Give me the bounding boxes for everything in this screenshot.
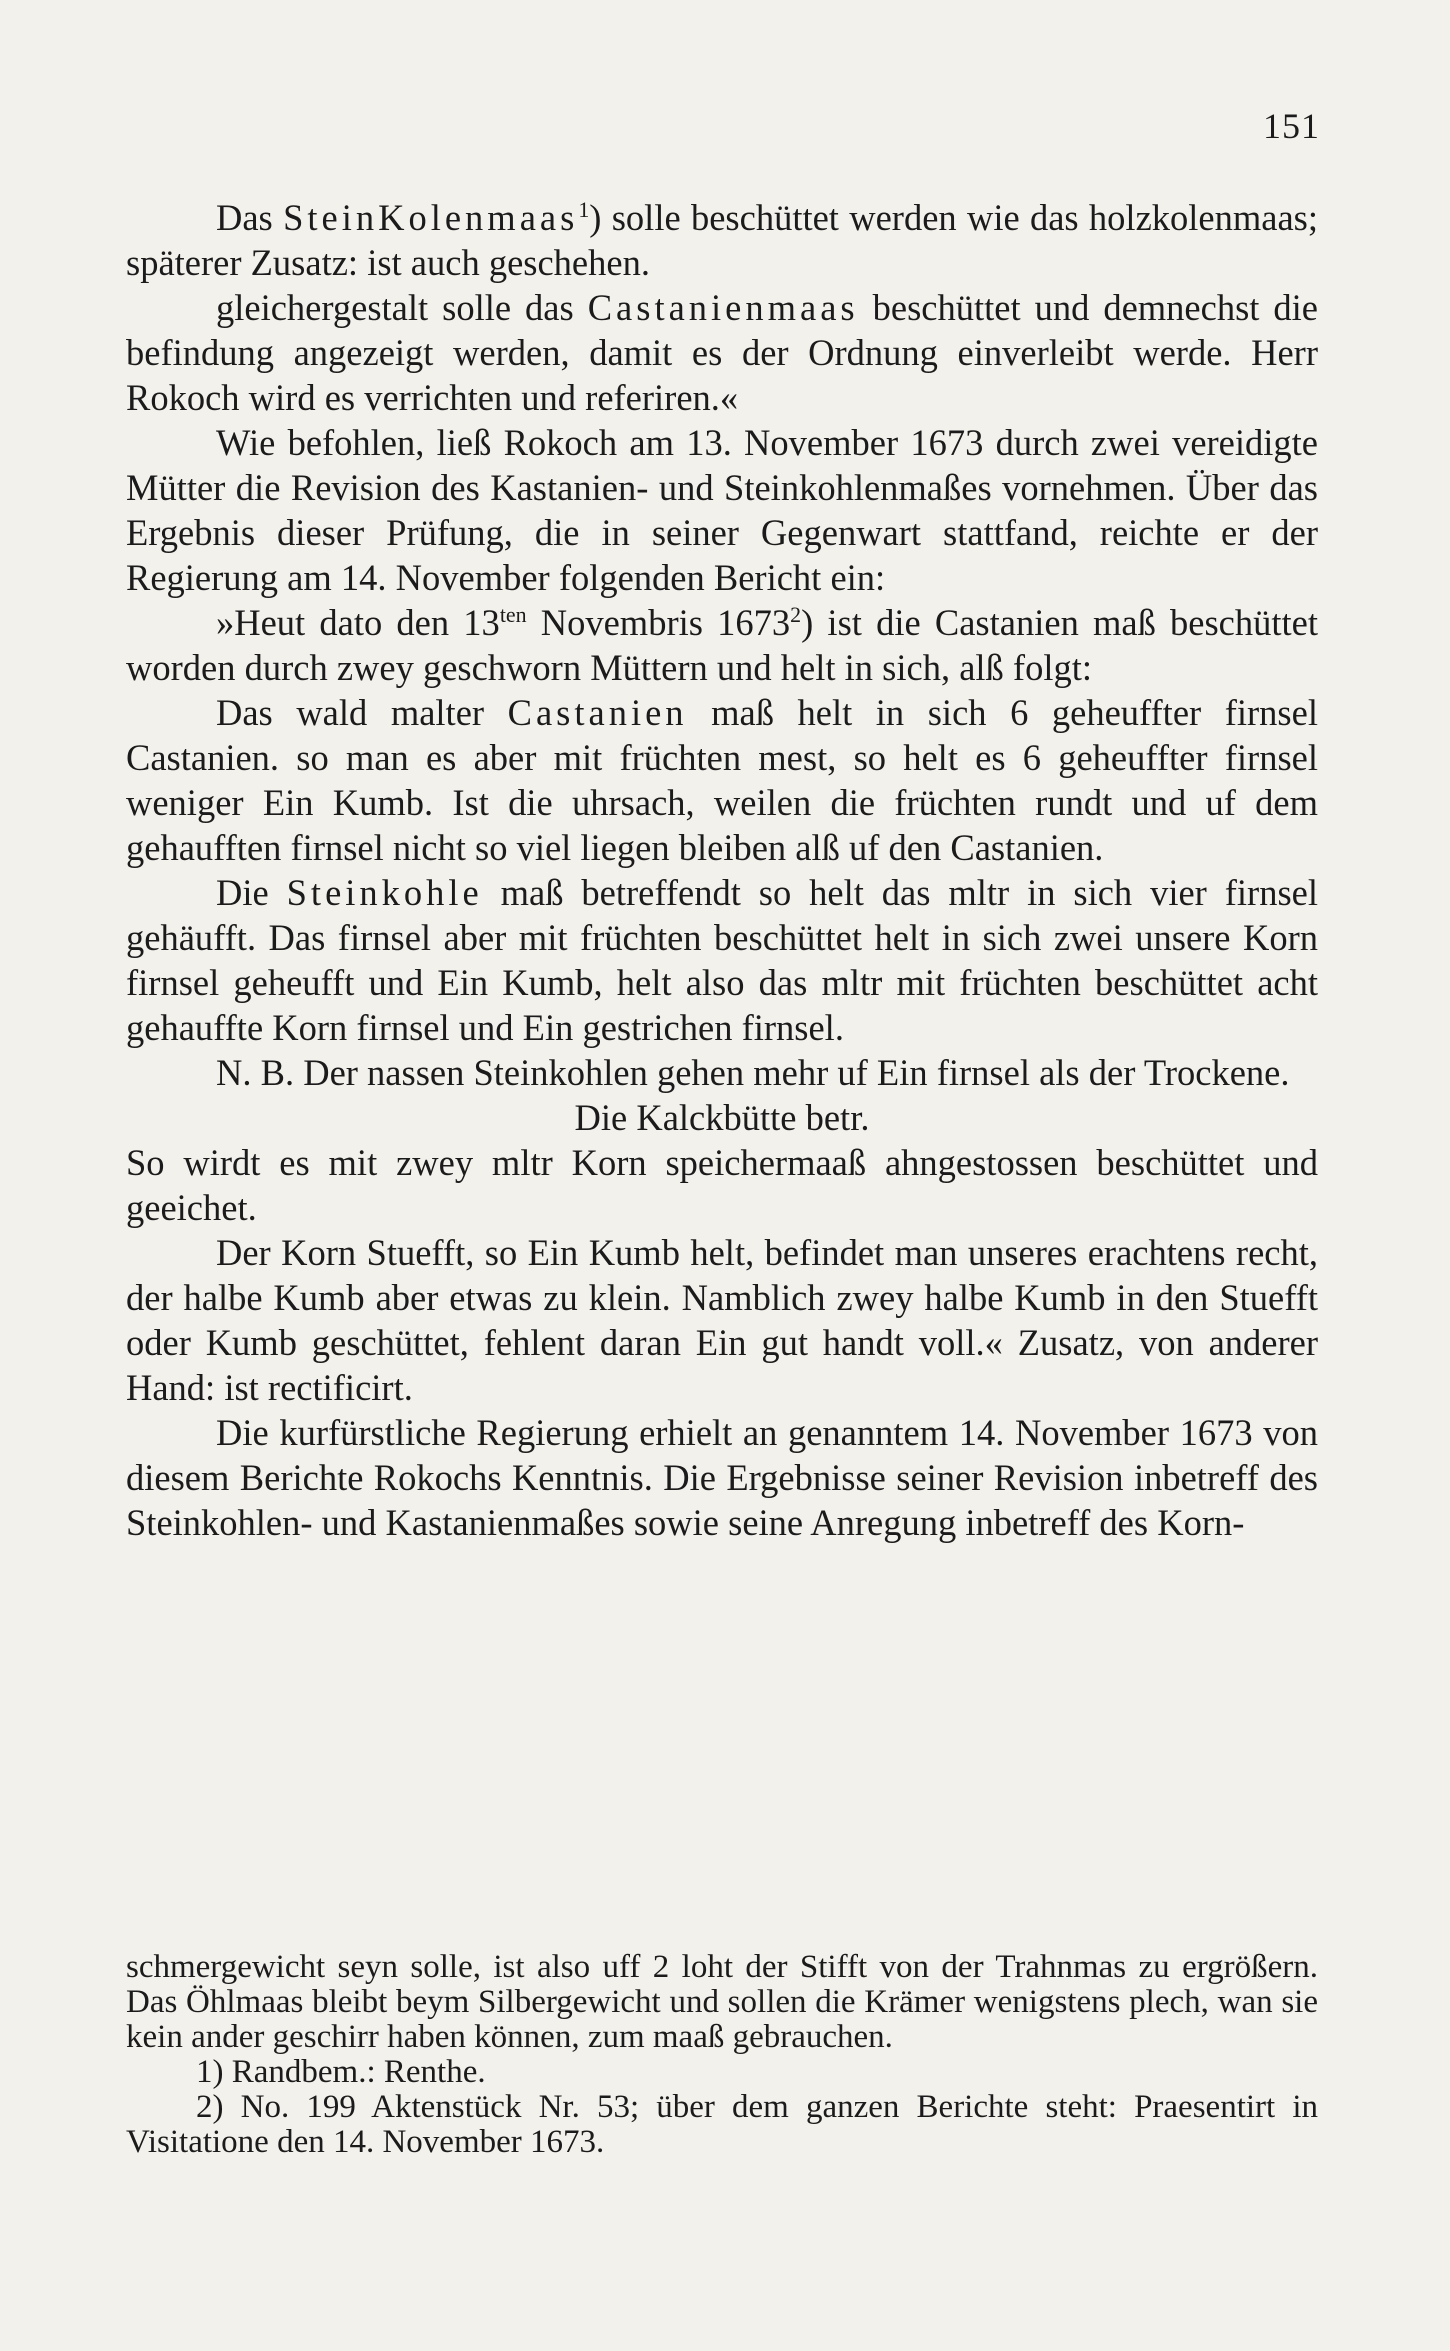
main-text [126, 195, 1318, 1545]
footnote-continuation: schmergewicht seyn solle, ist also uff 2 loht der Stifft von der Trahnmas zu ergrößern. Das Öhlmaas bleibt beym Silbergewicht und sollen die Krämer wenigstens plech, wan sie kein ander geschirr haben können, zum maaß gebrauchen. [126, 1949, 1318, 2055]
spaced-term: Castanien [507, 692, 688, 733]
spaced-term: Castanienmaas [587, 287, 859, 328]
spaced-term: Steinkohle [286, 872, 483, 913]
footnote-ref: 1 [578, 196, 590, 222]
footnote-ref: 2 [790, 601, 802, 627]
paragraph-2: gleichergestalt solle das Castanienmaas beschüttet und demnechst die befindung angezeigt werden, damit es der Ordnung einverleibt werde. Herr Rokoch wird es verrichten und referiren.« [126, 287, 1318, 418]
spaced-term: SteinKolenmaas [283, 197, 579, 238]
paragraph-8: So wirdt es mit zwey mltr Korn speichermaaß ahngestossen beschüttet und geeichet. [126, 1142, 1318, 1228]
paragraph-5: Das wald malter Castanien maß helt in sich 6 geheuffter firnsel Castanien. so man es aber mit früchten mest, so helt es 6 geheuffter firnsel weniger Ein Kumb. Ist die uhrsach, weilen die früchten rundt und uf dem gehaufften firnsel nicht so viel liegen bleiben alß uf den Castanien. [126, 692, 1318, 868]
paragraph-6: Die Steinkohle maß betreffendt so helt das mltr in sich vier firnsel gehäufft. Das firnsel aber mit früchten beschüttet helt in sich zwei unsere Korn firnsel geheufft und Ein Kumb, helt also das mltr mit früchten beschüttet acht gehauffte Korn firnsel und Ein gestrichen firnsel. [126, 872, 1318, 1048]
section-heading: Die Kalckbütte betr. [574, 1097, 870, 1138]
footnote-1: 1) Randbem.: Renthe. [196, 2054, 486, 2090]
footnote-2: 2) No. 199 Aktenstück Nr. 53; über dem ganzen Berichte steht: Praesentirt in Visitatione den 14. November 1673. [126, 2089, 1318, 2160]
paragraph-7: N. B. Der nassen Steinkohlen gehen mehr uf Ein firnsel als der Trockene. [216, 1052, 1290, 1093]
paragraph-9: Der Korn Stuefft, so Ein Kumb helt, befindet man unseres erachtens recht, der halbe Kumb aber etwas zu klein. Namblich zwey halbe Kumb in den Stuefft oder Kumb geschüttet, fehlent daran Ein gut handt voll.« Zusatz, von anderer Hand: ist rectificirt. [126, 1232, 1318, 1408]
paragraph-1: Das SteinKolenmaas$^1$) solle beschüttet werden wie das holzkolenmaas; späterer Zusatz: ist auch geschehen. [126, 196, 1318, 283]
paragraph-10: Die kurfürstliche Regierung erhielt an genanntem 14. November 1673 von diesem Berichte Rokochs Kenntnis. Die Ergebnisse seiner Revision inbetreff des Steinkohlen- und Kastanienmaßes sowie seine Anregung inbetreff des Korn- [126, 1412, 1318, 1543]
paragraph-4: »Heut dato den $13^{ten}$ Novembris 1673$^2$) ist die Castanien maß beschüttet worden durch zwey geschworn Müttern und helt in sich, alß folgt: [126, 601, 1319, 688]
paragraph-3: Wie befohlen, ließ Rokoch am 13. November 1673 durch zwei vereidigte Mütter die Revision des Kastanien- und Steinkohlenmaßes vornehmen. Über das Ergebnis dieser Prüfung, die in seiner Gegenwart stattfand, reichte er der Regierung am 14. November folgenden Bericht ein: [126, 422, 1318, 598]
page-number: 151 [1263, 106, 1320, 146]
footnotes [126, 1950, 1318, 2160]
